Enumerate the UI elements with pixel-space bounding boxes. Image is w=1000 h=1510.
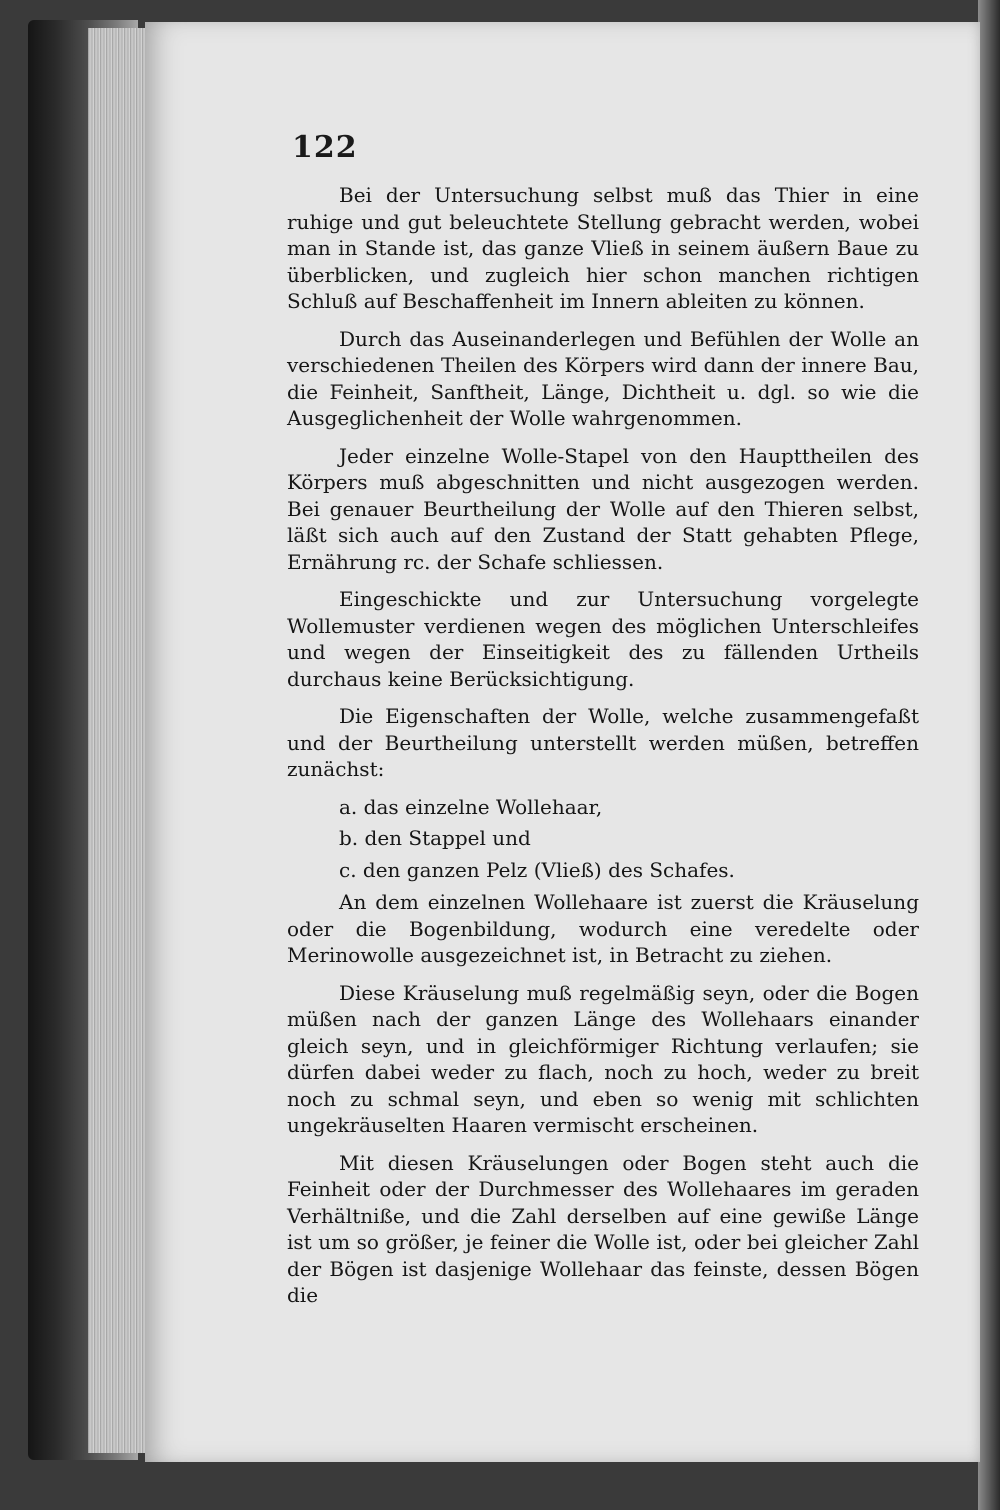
paragraph: Eingeschickte und zur Untersuchung vorgelegte Wollemuster verdienen wegen des möglichen Unterschleifes und wegen der Einseitigkeit des zu fällenden Urtheils durchaus keine Berücksichtigung. (287, 587, 919, 691)
paragraph: Durch das Auseinanderlegen und Befühlen der Wolle an verschiedenen Theilen des Körpers wird dann der innere Bau, die Feinheit, Sanftheit, Länge, Dichtheit u. dgl. so wie die Ausgeglichenheit der Wolle wahrgenommen. (287, 326, 919, 430)
right-page-edge (978, 0, 1000, 1510)
paragraph: Jeder einzelne Wolle-Stapel von den Haupttheilen des Körpers muß abgeschnitten und nicht ausgezogen werden. Bei genauer Beurtheilung der Wolle auf den Thieren selbst, läßt sich auch auf den Zustand der Statt gehabten Pflege, Ernährung rc. der Schafe schliessen. (287, 443, 919, 574)
list-item: b. den Stappel und (339, 826, 531, 850)
property-list (287, 794, 919, 884)
paragraph: Mit diesen Kräuselungen oder Bogen steht auch die Feinheit oder der Durchmesser des Wollehaares im geraden Verhältniße, und die Zahl derselben auf eine gewiße Länge ist um so größer, je feiner die Wolle ist, oder bei gleicher Zahl der Bögen ist dasjenige Wollehaar das feinste, dessen Bögen die (287, 1150, 919, 1307)
paragraph: An dem einzelnen Wollehaare ist zuerst die Kräuselung oder die Bogenbildung, wodurch eine veredelte oder Merinowolle ausgezeichnet ist, in Betracht zu ziehen. (287, 890, 919, 967)
page-body (287, 182, 919, 1320)
paragraph: Die Eigenschaften der Wolle, welche zusammengefaßt und der Beurtheilung unterstellt werden müßen, betreffen zunächst: (287, 704, 919, 781)
list-item: a. das einzelne Wollehaar, (339, 794, 603, 819)
paragraph: Diese Kräuselung muß regelmäßig seyn, oder die Bogen müßen nach der ganzen Länge des Wollehaars einander gleich seyn, und in gleichförmiger Richtung verlaufen; sie dürfen dabei weder zu flach, noch zu hoch, weder zu breit noch zu schmal seyn, und eben so wenig mit schlichten ungekräuselten Haaren vermischt erscheinen. (287, 980, 919, 1137)
list-item: c. den ganzen Pelz (Vließ) des Schafes. (339, 857, 735, 882)
paragraph: Bei der Untersuchung selbst muß das Thier in eine ruhige und gut beleuchtete Stellung gebracht werden, wobei man in Stande ist, das ganze Vließ in seinem äußern Baue zu überblicken, und zugleich hier schon manchen richtigen Schluß auf Beschaffenheit im Innern ableiten zu können. (287, 183, 919, 313)
page-number: 122 (292, 130, 358, 165)
